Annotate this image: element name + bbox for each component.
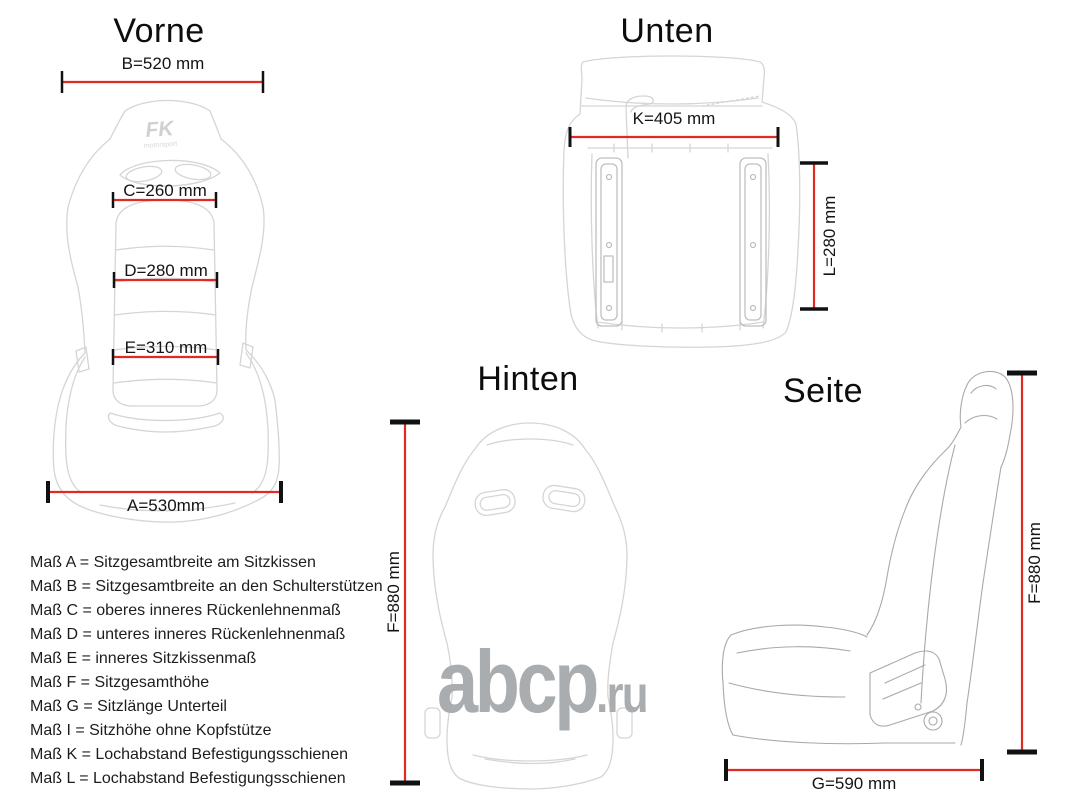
dim-label-C: C=260 mm [123,181,207,200]
legend-item-d: Maß D = unteres inneres Rückenlehnenmaß [30,626,346,643]
legend-item-e: Maß E = inneres Sitzkissenmaß [30,650,257,667]
dim-label-A: A=530mm [127,496,205,515]
dim-label-L: L=280 mm [820,195,839,277]
legend-item-a: Maß A = Sitzgesamtbreite am Sitzkissen [30,554,316,571]
dim-line-B [62,71,263,93]
view-title-side: Seite [783,372,863,410]
dim-label-E: E=310 mm [124,338,208,357]
dim-label-D: D=280 mm [124,261,208,280]
dim-label-F-back: F=880 mm [384,551,403,633]
legend-item-k: Maß K = Lochabstand Befestigungsschienen [30,746,348,763]
measurement-legend [30,551,383,791]
dim-label-G: G=590 mm [811,774,897,793]
legend-item-c: Maß C = oberes inneres Rückenlehnenmaß [30,602,341,619]
legend-item-i: Maß I = Sitzhöhe ohne Kopfstütze [30,722,272,739]
watermark-main-text: abcp [437,632,597,731]
svg-text:FK: FK [144,117,175,142]
view-title-bottom: Unten [620,12,714,50]
legend-item-g: Maß G = Sitzlänge Unterteil [30,698,227,715]
svg-text:motorsport: motorsport [143,140,178,150]
legend-item-f: Maß F = Sitzgesamthöhe [30,674,210,691]
dim-label-B: B=520 mm [121,54,205,73]
dim-line-K [570,127,778,147]
view-title-front: Vorne [113,12,205,50]
legend-item-b: Maß B = Sitzgesamtbreite an den Schulterstützen [30,578,383,595]
dim-label-F-side: F=880 mm [1025,522,1044,604]
view-title-back: Hinten [477,360,579,398]
dim-label-K: K=405 mm [632,109,716,128]
watermark-suffix-text: .ru [596,666,647,724]
legend-item-l: Maß L = Lochabstand Befestigungsschienen [30,770,346,787]
